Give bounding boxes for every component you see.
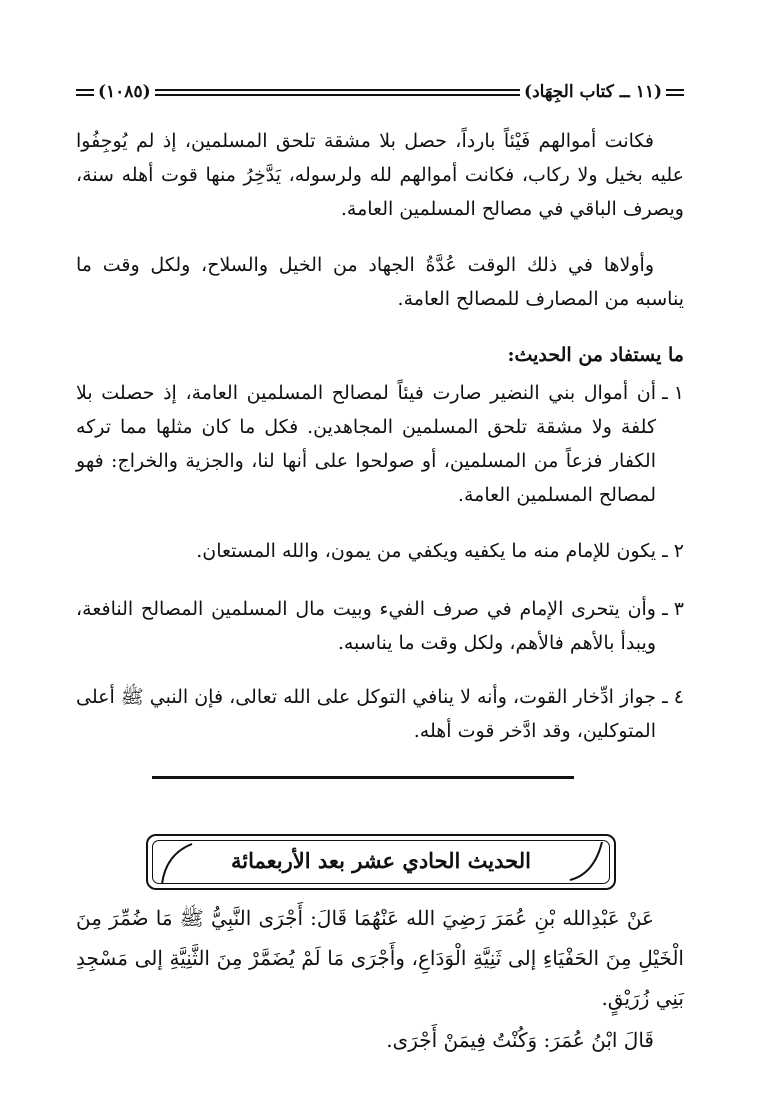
page-number: (١٠٨٥) [94, 80, 155, 104]
item-number: ٤ ـ [662, 686, 684, 708]
intro-paragraph-2 [76, 248, 684, 316]
benefits-heading [76, 338, 684, 372]
item-number: ١ ـ [662, 382, 684, 404]
item-text: يكون للإمام منه ما يكفيه ويكفي من يمون، والله المستعان. [196, 540, 656, 562]
item-text: أن أموال بني النضير صارت فيئاً لمصالح المسلمين العامة، إذ حصلت بلا كلفة ولا مشقة تلحق المسلمين المجاهدين. فكل ما كان مثلها مما تركه الكفار فزعاً من المسلمين، أو صولحوا على أنها لنا، والجزية والخراج: فهو لمصالح المسلمين العامة. [76, 382, 656, 506]
item-number: ٣ ـ [662, 598, 684, 620]
intro-text: وأولاها في ذلك الوقت عُدَّةُ الجهاد من الخيل والسلاح، ولكل وقت ما يناسبه من المصارف للمصالح العامة. [76, 254, 684, 310]
hadith-title: الحديث الحادي عشر بعد الأربعمائة [231, 848, 531, 873]
benefit-item-1 [76, 376, 684, 512]
hadith-narrator-note [76, 1020, 684, 1060]
section-separator [152, 776, 574, 779]
hadith-text [76, 898, 684, 1018]
benefit-item-3 [76, 592, 684, 660]
item-number: ٢ ـ [662, 540, 684, 562]
section-subheading: ما يستفاد من الحديث: [507, 344, 684, 366]
item-text: وأن يتحرى الإمام في صرف الفيء وبيت مال المسلمين المصالح النافعة، ويبدأ بالأهم فالأهم، ولكل وقت ما يناسبه. [76, 598, 656, 654]
benefit-item-2 [76, 534, 684, 568]
chapter-title: (١١ ــ كتاب الجِهَاد) [520, 80, 666, 104]
benefit-item-4 [76, 680, 684, 748]
intro-paragraph-1 [76, 124, 684, 226]
item-text: جواز ادِّخار القوت، وأنه لا ينافي التوكل على الله تعالى، فإن النبي ﷺ أعلى المتوكلين، وقد ادَّخر قوت أهله. [76, 686, 656, 742]
hadith-paragraph: قَالَ ابْنُ عُمَرَ: وَكُنْتُ فِيمَنْ أَجْرَى. [386, 1028, 654, 1052]
hadith-title-frame [146, 834, 616, 890]
running-header [76, 80, 684, 106]
intro-text: فكانت أموالهم فَيْئاً بارداً، حصل بلا مشقة تلحق المسلمين، إذ لم يُوجِفُوا عليه بخيل ولا ركاب، فكانت أموالهم لله ولرسوله، يَدَّخِرُ منها قوت أهله سنة، ويصرف الباقي في مصالح المسلمين العامة. [76, 130, 684, 220]
hadith-paragraph: عَنْ عَبْدِالله بْنِ عُمَرَ رَضِيَ الله عَنْهُمَا قَالَ: أَجْرَى النَّبِيُّ ﷺ مَا ضُمِّرَ مِنَ الْخَيْلِ مِنَ الحَفْيَاءِ إلى ثَنِيَّةِ الْوَدَاعِ، وأَجْرَى مَا لَمْ يُضَمَّرْ مِنَ الثَّنِيَّةِ إلى مَسْجِدِ بَنِي زُرَيْقٍ. [76, 906, 684, 1010]
